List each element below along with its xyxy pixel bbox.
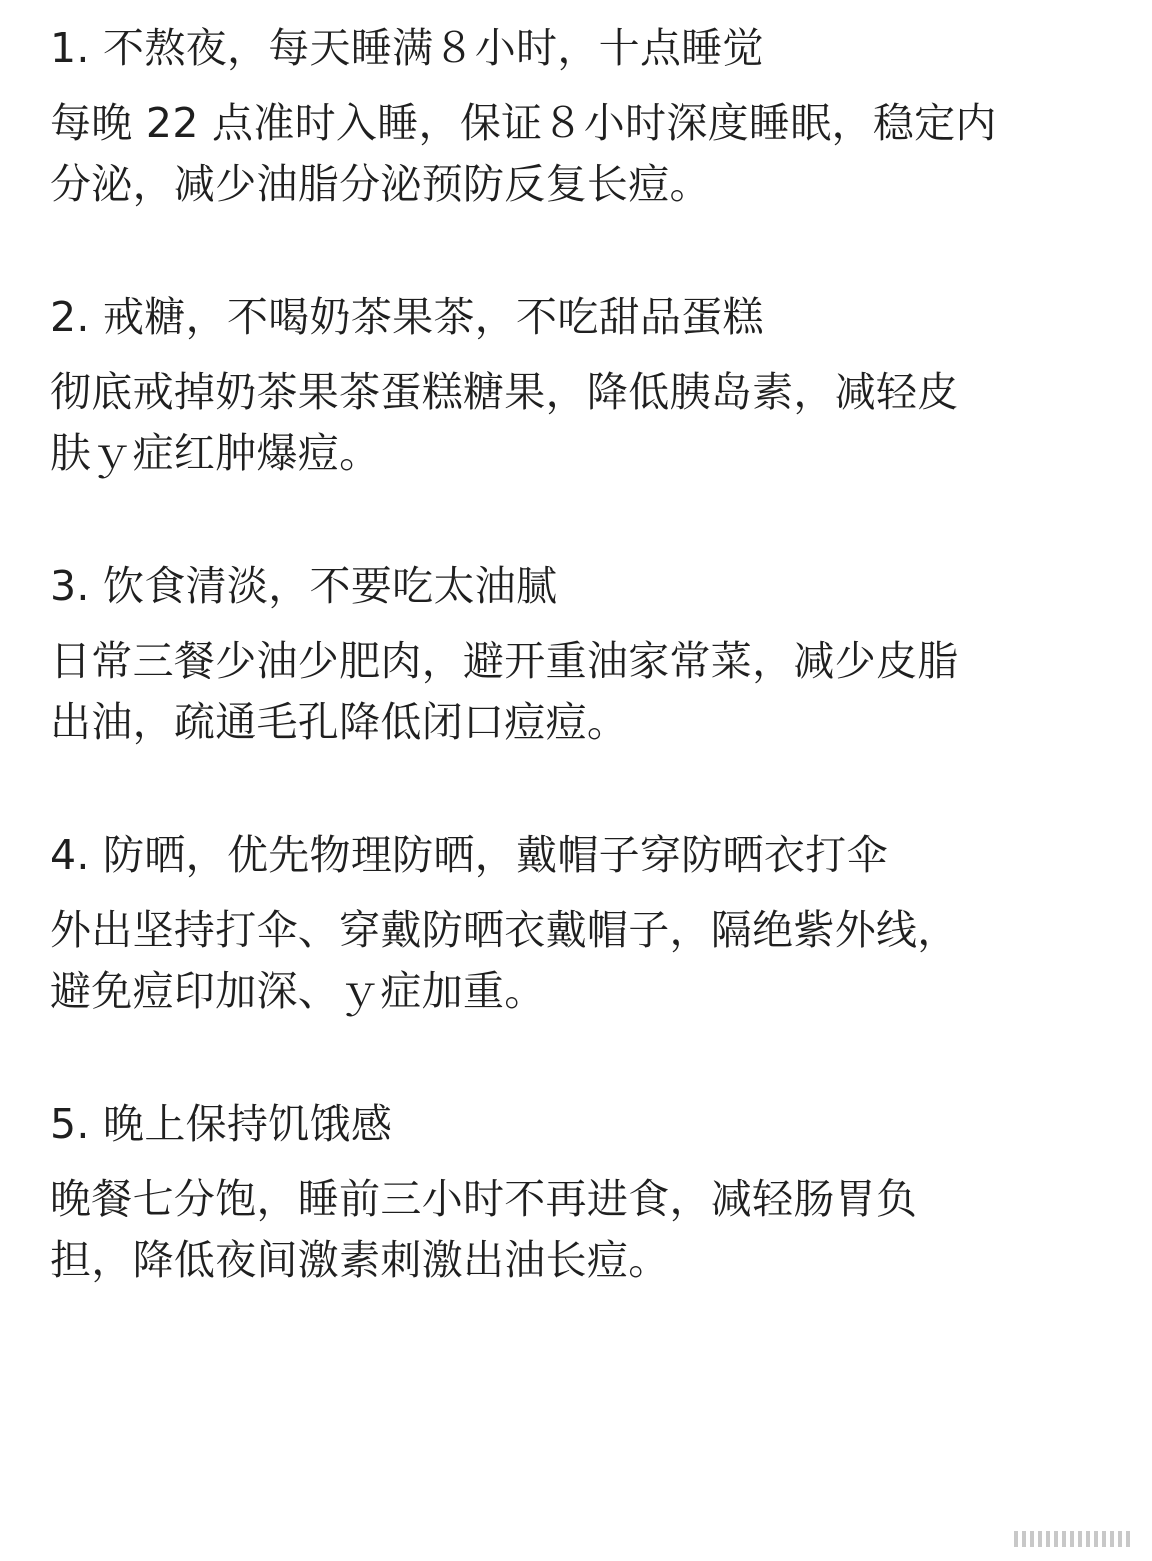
tip-heading: 5. 晚上保持饥饿感 [50, 1100, 393, 1148]
tip-body-line: 肤ｙ症红肿爆痘。 [50, 429, 381, 477]
tip-body [50, 1169, 1120, 1291]
tip-body-line: 分泌，减少油脂分泌预防反复长痘。 [50, 160, 711, 208]
tip-heading: 2. 戒糖，不喝奶茶果茶，不吃甜品蛋糕 [50, 293, 764, 341]
tip-heading: 1. 不熬夜，每天睡满８小时，十点睡觉 [50, 24, 764, 72]
tip-body-line: 日常三餐少油少肥肉，避开重油家常菜，减少皮脂 [50, 637, 959, 685]
tip-body [50, 362, 1120, 484]
tip-item [50, 18, 1120, 215]
tip-heading: 4. 防晒，优先物理防晒，戴帽子穿防晒衣打伞 [50, 831, 888, 879]
tip-body [50, 900, 1120, 1022]
tip-body-line: 避免痘印加深、ｙ症加重。 [50, 967, 546, 1015]
tip-item [50, 825, 1120, 1022]
tip-item [50, 556, 1120, 753]
tip-heading: 3. 饮食清淡，不要吃太油腻 [50, 562, 558, 610]
dotted-watermark-icon [1014, 1527, 1134, 1551]
tip-body-line: 担，降低夜间激素刺激出油长痘。 [50, 1236, 670, 1284]
tip-item [50, 1094, 1120, 1291]
tip-body-line: 外出坚持打伞、穿戴防晒衣戴帽子，隔绝紫外线， [50, 906, 959, 954]
tip-body-line: 彻底戒掉奶茶果茶蛋糕糖果，降低胰岛素，减轻皮 [50, 368, 959, 416]
tip-body [50, 93, 1120, 215]
tip-body-line: 晚餐七分饱，睡前三小时不再进食，减轻肠胃负 [50, 1175, 918, 1223]
tip-body [50, 631, 1120, 753]
tip-item [50, 287, 1120, 484]
tip-body-line: 出油，疏通毛孔降低闭口痘痘。 [50, 698, 629, 746]
tip-body-line: 每晚 22 点准时入睡，保证８小时深度睡眠，稳定内 [50, 99, 997, 147]
tips-document [50, 18, 1120, 1291]
